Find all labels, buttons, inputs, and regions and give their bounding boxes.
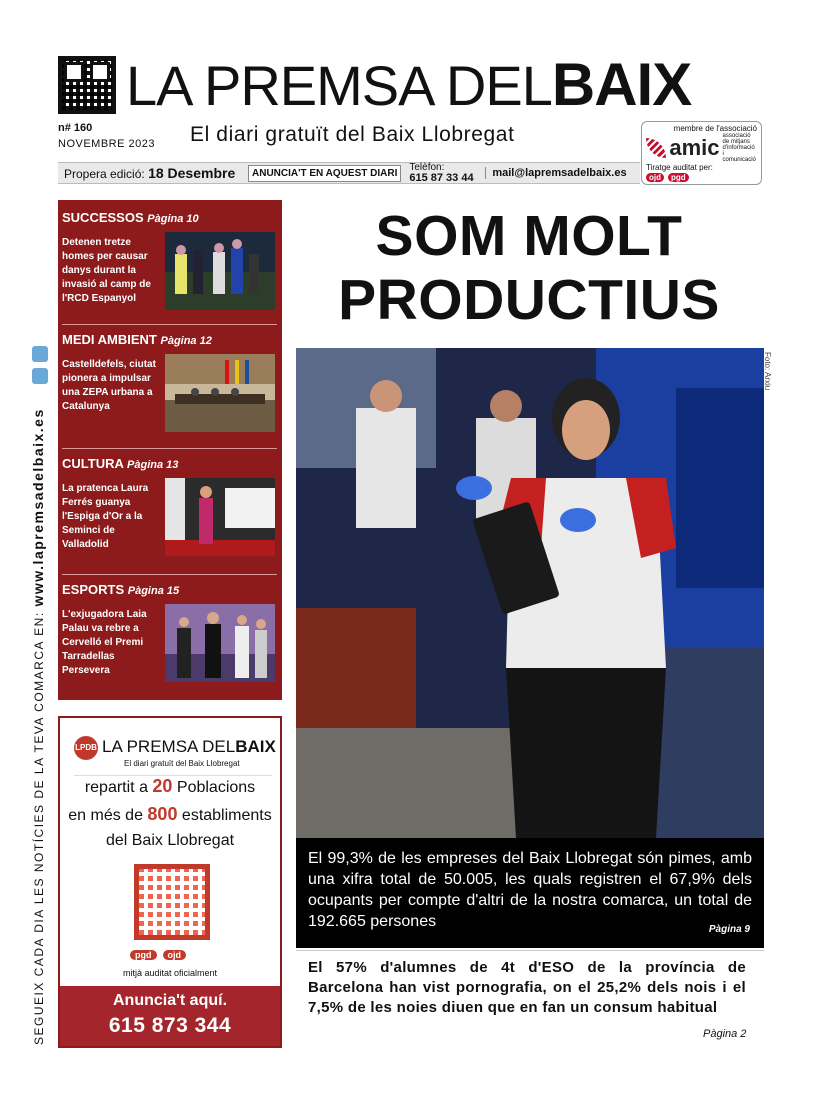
section-title bbox=[62, 456, 278, 471]
qr-code bbox=[58, 56, 116, 114]
ad-line-2 bbox=[60, 804, 280, 825]
masthead bbox=[126, 50, 766, 120]
ojd-logo: ojd bbox=[646, 173, 664, 182]
ad-line-2-post: establiments bbox=[177, 807, 272, 824]
ad-line-1-pre: repartit a bbox=[84, 779, 153, 796]
photo-credit: Foto: Arxiu bbox=[763, 352, 772, 391]
next-edition-label: Propera edició: bbox=[64, 167, 145, 181]
social-icon-2[interactable] bbox=[32, 368, 48, 384]
section-title-text: SUCCESSOS bbox=[62, 210, 144, 225]
section-title-text: ESPORTS bbox=[62, 582, 125, 597]
masthead-bold: BAIX bbox=[551, 51, 692, 118]
issue-date: NOVEMBRE 2023 bbox=[58, 138, 155, 150]
issue-number: n# 160 bbox=[58, 122, 93, 134]
ad-phone[interactable]: 615 873 344 bbox=[108, 1014, 232, 1037]
pgd-logo: pgd bbox=[130, 950, 157, 960]
lpdb-icon: LPDB bbox=[74, 736, 98, 760]
ad-line-1-num: 20 bbox=[152, 776, 173, 796]
section-text: L'exjugadora Laia Palau va rebre a Cervelló el Premi Tarradellas Persevera bbox=[62, 609, 147, 676]
masthead-light: LA PREMSA DEL bbox=[126, 54, 552, 117]
section-text: Detenen tretze homes per causar danys durant la invasió al camp de l'RCD Espanyol bbox=[62, 237, 151, 304]
section-title bbox=[62, 332, 278, 347]
amic-member-label: membre de l'associació bbox=[673, 124, 757, 133]
section-page: Pàgina 12 bbox=[160, 335, 212, 347]
photo-caption bbox=[296, 838, 764, 948]
ad-audit-text: mitjà auditat oficialment bbox=[122, 968, 218, 978]
cultura-photo bbox=[165, 478, 275, 556]
section-title bbox=[62, 582, 278, 597]
secondary-story-page[interactable]: Pàgina 2 bbox=[703, 1028, 747, 1040]
section-page: Pàgina 15 bbox=[127, 585, 180, 597]
amic-logo bbox=[646, 133, 757, 163]
ojd-logo: ojd bbox=[163, 950, 187, 960]
ad-line-1-post: Poblacions bbox=[172, 779, 256, 796]
vertical-banner bbox=[30, 408, 46, 1045]
ad-line-3: del Baix Llobregat bbox=[105, 832, 235, 849]
phone-number[interactable]: 615 87 33 44 bbox=[409, 171, 474, 184]
ad-brand-bold: BAIX bbox=[235, 737, 276, 756]
social-icon-1[interactable] bbox=[32, 346, 48, 362]
news-sidebar bbox=[58, 200, 282, 700]
amic-tiratge: Tiratge auditat per: bbox=[646, 163, 713, 172]
headline-line-1: SOM MOLT bbox=[375, 204, 683, 268]
factory-photo bbox=[296, 348, 764, 838]
amic-name: amic bbox=[669, 135, 720, 160]
vertical-site-link[interactable]: www.lapremsadelbaix.es bbox=[30, 408, 46, 607]
ad-footer[interactable] bbox=[60, 986, 280, 1046]
section-text: Castelldefels, ciutat pionera a impulsar una ZEPA urbana a Catalunya bbox=[62, 359, 156, 412]
successos-photo bbox=[165, 232, 275, 310]
ad-line-1 bbox=[60, 776, 280, 797]
ad-line-2-pre: en més de bbox=[68, 807, 148, 824]
pgd-logo: pgd bbox=[668, 173, 689, 182]
ad-line-2-num: 800 bbox=[147, 804, 178, 824]
ad-cta: Anuncia't aquí. bbox=[112, 992, 228, 1009]
amic-swoosh-icon bbox=[646, 138, 666, 158]
divider bbox=[296, 950, 764, 951]
social-icons bbox=[32, 346, 48, 384]
tagline: El diari gratuït del Baix Llobregat bbox=[190, 123, 515, 146]
divider bbox=[62, 324, 277, 325]
section-medi-ambient[interactable] bbox=[62, 332, 278, 412]
section-cultura[interactable] bbox=[62, 456, 278, 550]
phone-label: Telèfon: bbox=[409, 161, 445, 173]
advertise-link[interactable]: ANUNCIA'T EN AQUEST DIARI bbox=[248, 165, 401, 182]
info-bar bbox=[58, 162, 640, 184]
ad-desc: El diari gratuït del Baix Llobregat bbox=[124, 759, 240, 768]
audit-logos bbox=[646, 173, 757, 182]
ad-brand-light: LA PREMSA DEL bbox=[102, 737, 236, 756]
section-text: La pratenca Laura Ferrés guanya l'Espiga d'Or a la Seminci de Valladolid bbox=[62, 483, 149, 550]
section-esports[interactable] bbox=[62, 582, 278, 676]
headline-line-2: PRODUCTIUS bbox=[338, 268, 720, 332]
section-page: Pàgina 10 bbox=[147, 213, 199, 225]
divider bbox=[62, 574, 277, 575]
vertical-text: SEGUEIX CADA DIA LES NOTÍCIES DE LA TEVA COMARCA EN: bbox=[32, 611, 46, 1045]
amic-assoc: associació de mitjans d'informació i comunicació bbox=[722, 133, 756, 163]
section-successos[interactable] bbox=[62, 210, 278, 304]
email-link[interactable]: mail@lapremsadelbaix.es bbox=[485, 167, 626, 179]
caption-text: El 99,3% de les empreses del Baix Llobregat són pimes, amb una xifra total de 50.005, les quals registren el 67,9% dels ocupants per compte d'altri de la nostra comarca, un total de 192.665 persones bbox=[308, 850, 752, 930]
section-title bbox=[62, 210, 278, 225]
section-title-text: MEDI AMBIENT bbox=[62, 332, 157, 347]
section-title-text: CULTURA bbox=[62, 456, 124, 471]
amic-badge bbox=[641, 121, 762, 185]
ad-audit-logos bbox=[130, 950, 186, 960]
next-edition-date: 18 Desembre bbox=[148, 165, 236, 181]
ad-brand bbox=[102, 737, 276, 757]
secondary-story[interactable]: El 57% d'alumnes de 4t d'ESO de la província de Barcelona han vist pornografia, on el 25,2% dels nois i el 7,5% de les noies diuen que en fan un consum habitual bbox=[308, 959, 746, 1016]
main-headline bbox=[296, 204, 762, 332]
next-edition bbox=[58, 165, 244, 181]
caption-page[interactable]: Pàgina 9 bbox=[708, 924, 750, 935]
ad-logo bbox=[74, 736, 276, 776]
ad-qr-code[interactable] bbox=[134, 864, 210, 940]
advert-box[interactable] bbox=[58, 716, 282, 1048]
esports-photo bbox=[165, 604, 275, 682]
section-page: Pàgina 13 bbox=[127, 459, 179, 471]
phone-block bbox=[405, 163, 485, 184]
medi-ambient-photo bbox=[165, 354, 275, 432]
divider bbox=[62, 448, 277, 449]
